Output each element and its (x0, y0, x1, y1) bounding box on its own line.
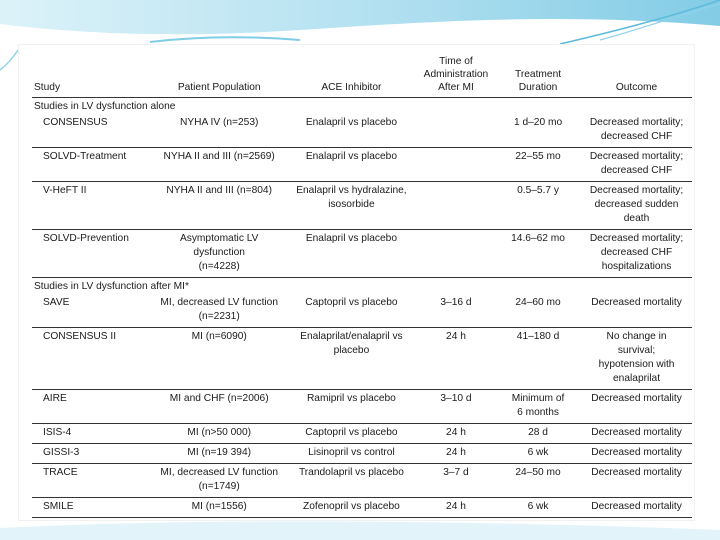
section-header-row (32, 98, 692, 115)
cell-outcome (581, 148, 692, 182)
cell-outcome-line: No change in (606, 331, 667, 342)
cell-outcome-line: death (623, 213, 650, 224)
cell-duration (495, 294, 581, 328)
cell-ace (286, 424, 417, 444)
section-header-row (32, 278, 692, 295)
cell-population-line: (n=2231) (198, 311, 240, 322)
header-time-of-administration (417, 49, 495, 98)
top-wave-line (150, 37, 300, 42)
section-title: Studies in LV dysfunction alone (34, 101, 176, 112)
cell-ace (286, 230, 417, 278)
cell-ace-line: Zofenopril vs placebo (302, 501, 400, 512)
cell-time (417, 294, 495, 328)
cell-time (417, 424, 495, 444)
cell-study: SOLVD-Prevention (32, 230, 152, 278)
cell-outcome (581, 444, 692, 464)
cell-ace (286, 294, 417, 328)
cell-duration-line: 24–60 mo (515, 297, 561, 308)
cell-duration-line: 14.6–62 mo (511, 233, 565, 244)
cell-ace-line: isosorbide (328, 199, 375, 210)
left-wave-line (0, 50, 18, 70)
cell-outcome (581, 464, 692, 498)
table-row (32, 182, 692, 230)
cell-duration-line: 22–55 mo (515, 151, 561, 162)
cell-ace (286, 390, 417, 424)
cell-outcome-line: Decreased mortality (591, 447, 682, 458)
cell-population-line: (n=4228) (198, 261, 240, 272)
right-wave-line-1 (560, 0, 720, 44)
cell-population-line: Asymptomatic LV dysfunction (179, 233, 259, 258)
cell-outcome (581, 424, 692, 444)
cell-study: SMILE (32, 498, 152, 518)
cell-duration (495, 444, 581, 464)
cell-duration-line: 28 d (528, 427, 548, 438)
cell-duration (495, 390, 581, 424)
cell-outcome (581, 328, 692, 390)
table-row (32, 328, 692, 390)
cell-outcome-line: Decreased mortality (591, 427, 682, 438)
cell-outcome (581, 114, 692, 148)
cell-population (152, 294, 286, 328)
cell-duration-line: 0.5–5.7 y (517, 185, 559, 196)
cell-time-line: 24 h (446, 447, 466, 458)
table-header-row (32, 49, 692, 98)
top-wave-band (0, 0, 720, 34)
cell-duration (495, 424, 581, 444)
cell-study: SAVE (32, 294, 152, 328)
cell-population-line: MI, decreased LV function (160, 297, 278, 308)
cell-time (417, 114, 495, 148)
table-row (32, 294, 692, 328)
cell-outcome-line: decreased CHF (600, 131, 673, 142)
ace-inhibitor-trials-table (32, 49, 692, 518)
cell-duration (495, 114, 581, 148)
cell-outcome (581, 294, 692, 328)
header-study: Study (32, 49, 152, 98)
cell-population (152, 464, 286, 498)
cell-outcome-line: Decreased mortality; (589, 233, 684, 244)
table-row (32, 498, 692, 518)
cell-duration-line: 6 wk (527, 447, 549, 458)
cell-population-line: NYHA IV (n=253) (179, 117, 259, 128)
cell-duration-line: 41–180 d (516, 331, 560, 342)
header-time-line: After MI (438, 82, 474, 93)
cell-ace (286, 328, 417, 390)
cell-time (417, 464, 495, 498)
header-patient-population: Patient Population (152, 49, 286, 98)
cell-population-line: NYHA II and III (n=804) (166, 185, 272, 196)
cell-time-line: 24 h (446, 501, 466, 512)
cell-population-line: MI (n>50 000) (187, 427, 252, 438)
cell-ace-line: Ramipril vs placebo (306, 393, 396, 404)
cell-ace-line: Lisinopril vs control (308, 447, 395, 458)
cell-time (417, 182, 495, 230)
cell-population-line: MI and CHF (n=2006) (169, 393, 269, 404)
cell-duration-line: Minimum of (511, 393, 565, 404)
cell-outcome-line: Decreased mortality (591, 467, 682, 478)
cell-outcome (581, 182, 692, 230)
header-time-line: Administration (423, 69, 489, 80)
cell-duration-line: 1 d–20 mo (513, 117, 563, 128)
cell-outcome-line: Decreased mortality (591, 393, 682, 404)
cell-study: CONSENSUS (32, 114, 152, 148)
bottom-wave-band (0, 521, 720, 540)
cell-ace-line: Enalapril vs hydralazine, (296, 185, 407, 196)
cell-population-line: MI (n=19 394) (187, 447, 252, 458)
cell-study: SOLVD-Treatment (32, 148, 152, 182)
cell-ace-line: Enalapril vs placebo (305, 117, 397, 128)
cell-ace-line: Captopril vs placebo (305, 297, 398, 308)
cell-outcome (581, 390, 692, 424)
cell-population-line: MI, decreased LV function (160, 467, 278, 478)
section-title: Studies in LV dysfunction after MI* (34, 281, 189, 292)
cell-ace-line: placebo (333, 345, 370, 356)
cell-duration (495, 148, 581, 182)
table-row (32, 230, 692, 278)
cell-population (152, 390, 286, 424)
header-ace-inhibitor: ACE Inhibitor (286, 49, 417, 98)
cell-ace-line: Enalapril vs placebo (305, 233, 397, 244)
header-treatment-duration (495, 49, 581, 98)
header-duration-line: Duration (518, 82, 558, 93)
cell-population (152, 182, 286, 230)
cell-population (152, 148, 286, 182)
cell-population (152, 424, 286, 444)
cell-ace (286, 444, 417, 464)
cell-duration-line: 6 months (517, 407, 559, 418)
table-row (32, 390, 692, 424)
table-row (32, 424, 692, 444)
cell-duration (495, 182, 581, 230)
cell-duration (495, 498, 581, 518)
cell-ace-line: Captopril vs placebo (305, 427, 398, 438)
table-body (32, 98, 692, 518)
cell-ace-line: Enalapril vs placebo (305, 151, 397, 162)
cell-outcome-line: Decreased mortality (591, 501, 682, 512)
cell-study: TRACE (32, 464, 152, 498)
cell-time-line: 3–10 d (440, 393, 472, 404)
cell-study: GISSI-3 (32, 444, 152, 464)
cell-population (152, 328, 286, 390)
cell-outcome-line: decreased CHF (600, 165, 673, 176)
cell-outcome-line: enalaprilat (613, 373, 661, 384)
cell-ace (286, 148, 417, 182)
cell-ace (286, 464, 417, 498)
ace-inhibitor-trials-table-card (18, 44, 695, 521)
cell-time (417, 390, 495, 424)
cell-outcome-line: Decreased mortality (591, 297, 682, 308)
cell-outcome (581, 230, 692, 278)
cell-time (417, 230, 495, 278)
table-row (32, 464, 692, 498)
cell-outcome-line: Decreased mortality; (589, 117, 684, 128)
cell-time-line: 3–16 d (440, 297, 472, 308)
header-time-line: Time of (439, 56, 473, 67)
cell-outcome-line: Decreased mortality; (589, 151, 684, 162)
cell-study: V-HeFT II (32, 182, 152, 230)
cell-time-line: 24 h (446, 427, 466, 438)
cell-duration (495, 328, 581, 390)
cell-outcome-line: decreased sudden (594, 199, 679, 210)
cell-ace-line: Trandolapril vs placebo (298, 467, 404, 478)
cell-population-line: MI (n=6090) (191, 331, 247, 342)
cell-population-line: NYHA II and III (n=2569) (163, 151, 275, 162)
cell-duration-line: 24–50 mo (515, 467, 561, 478)
cell-population-line: MI (n=1556) (191, 501, 247, 512)
header-duration-line: Treatment (515, 69, 562, 80)
table-row (32, 444, 692, 464)
cell-outcome-line: Decreased mortality; (589, 185, 684, 196)
table-header (32, 49, 692, 98)
cell-ace (286, 498, 417, 518)
cell-time (417, 444, 495, 464)
cell-duration (495, 464, 581, 498)
cell-population (152, 114, 286, 148)
cell-outcome-line: survival; (617, 345, 656, 356)
cell-study: ISIS-4 (32, 424, 152, 444)
cell-outcome-line: decreased CHF (600, 247, 673, 258)
cell-population-line: (n=1749) (198, 481, 240, 492)
cell-population (152, 444, 286, 464)
cell-time (417, 498, 495, 518)
table-row (32, 148, 692, 182)
cell-population (152, 230, 286, 278)
cell-outcome-line: hospitalizations (601, 261, 672, 272)
cell-ace (286, 182, 417, 230)
cell-time-line: 3–7 d (443, 467, 469, 478)
cell-time (417, 148, 495, 182)
header-outcome: Outcome (581, 49, 692, 98)
cell-duration (495, 230, 581, 278)
cell-ace (286, 114, 417, 148)
cell-study: AIRE (32, 390, 152, 424)
cell-outcome-line: hypotension with (598, 359, 675, 370)
cell-time-line: 24 h (446, 331, 466, 342)
cell-time (417, 328, 495, 390)
cell-population (152, 498, 286, 518)
right-wave-line-2 (600, 4, 720, 40)
cell-duration-line: 6 wk (527, 501, 549, 512)
table-row (32, 114, 692, 148)
cell-study: CONSENSUS II (32, 328, 152, 390)
cell-outcome (581, 498, 692, 518)
cell-ace-line: Enalaprilat/enalapril vs (300, 331, 403, 342)
